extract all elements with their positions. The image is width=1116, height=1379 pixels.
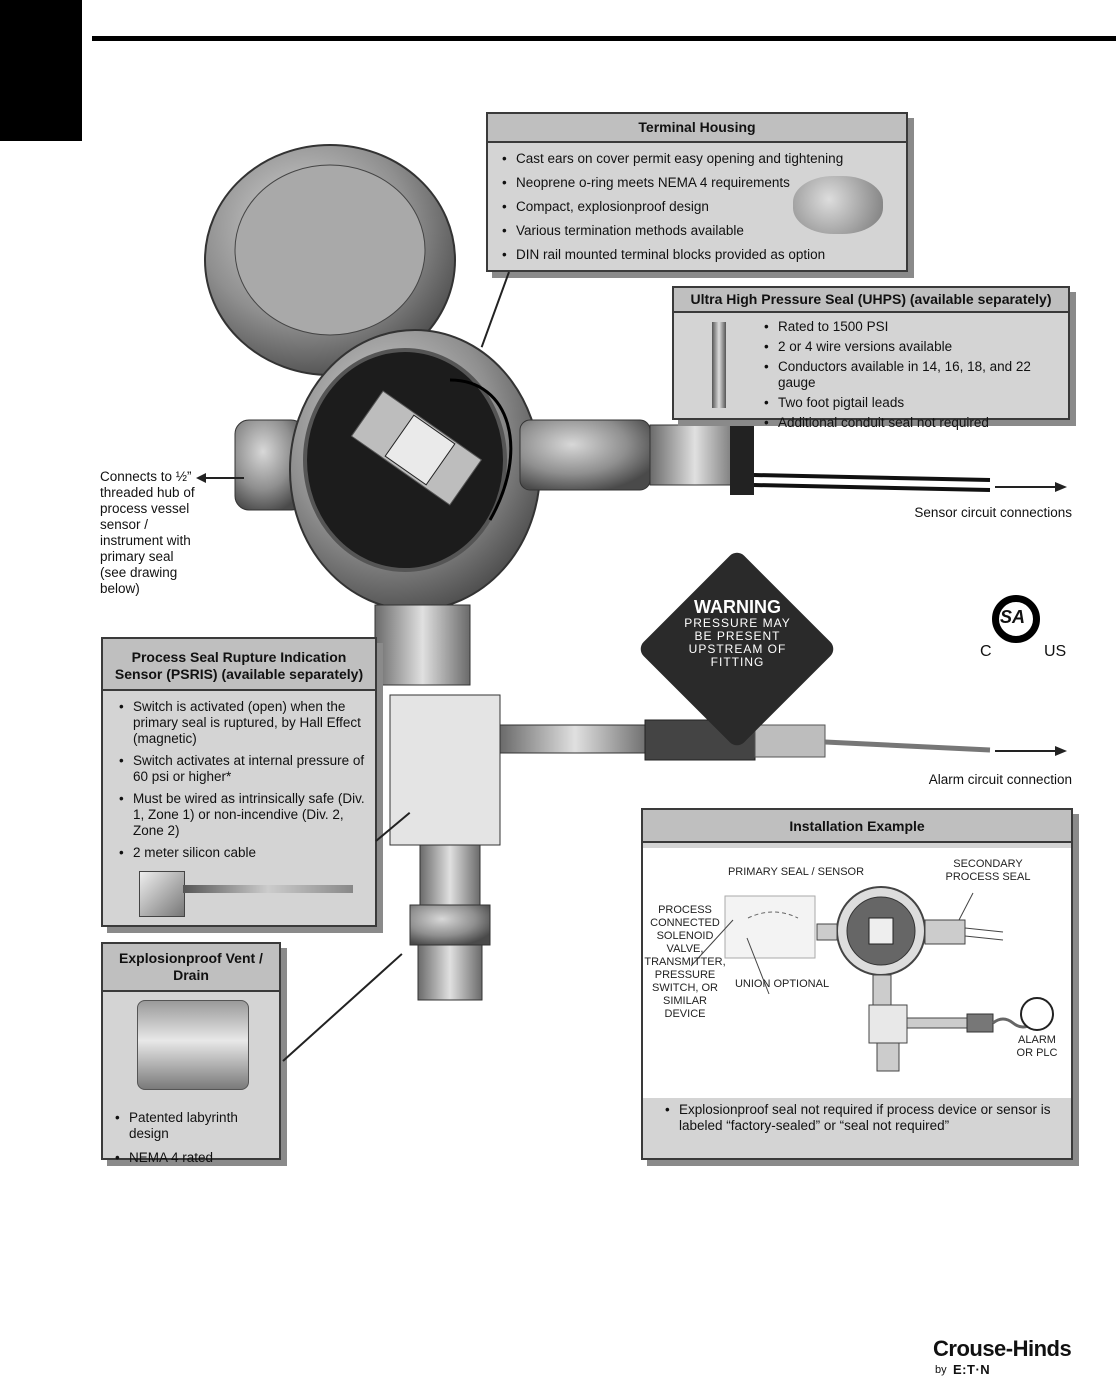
csa-mark [980, 595, 1070, 665]
list-item: • Additional conduit seal not required [762, 415, 1058, 431]
psris-cable [183, 885, 353, 893]
sensor-circuit-label: Sensor circuit connections [914, 505, 1072, 520]
housing-thumbnail [793, 176, 883, 234]
terminal-housing-box [486, 112, 908, 272]
vent-box [101, 942, 281, 1165]
arrow-head [196, 473, 206, 483]
brand-by: by [935, 1364, 947, 1376]
list-item: • DIN rail mounted terminal blocks provided as option [500, 247, 894, 263]
warning-line: PRESSURE MAY [684, 616, 791, 630]
list-item: • 2 or 4 wire versions available [762, 339, 1058, 355]
list-item: • Patented labyrinth design [113, 1110, 271, 1142]
sensor-arrow [995, 486, 1055, 488]
eaton-logo: E:T·N [953, 1362, 991, 1377]
warning-title: WARNING [694, 597, 781, 617]
csa-c: C [980, 643, 992, 660]
list-item: • Neoprene o-ring meets NEMA 4 requirements [500, 175, 894, 191]
union-label: UNION OPTIONAL [734, 978, 830, 990]
alarm-circuit-label: Alarm circuit connection [928, 772, 1072, 787]
warning-line: BE PRESENT [694, 629, 781, 643]
list-item: • Various termination methods available [500, 223, 894, 239]
installation-notes [663, 1102, 1053, 1134]
vent-title: Explosionproof Vent / Drain [103, 944, 279, 992]
list-item: • Must be wired as intrinsically safe (Div. 1, Zone 1) or non-incendive (Div. 2, Zone 2) [117, 791, 365, 839]
list-item: • NEMA 4 rated [113, 1150, 271, 1166]
list-item: • Switch activates at internal pressure of 60 psi or higher* [117, 753, 365, 785]
installation-title: Installation Example [643, 810, 1071, 843]
psris-box [101, 637, 377, 927]
vent-drain-fitting [418, 945, 482, 1000]
right-hub [520, 420, 650, 490]
list-item: • Rated to 1500 PSI [762, 319, 1058, 335]
connects-note: Connects to ½” threaded hub of process vessel sensor / instrument with primary seal (see drawing below) [100, 469, 195, 596]
arrow-head [1055, 746, 1067, 756]
list-item: • Cast ears on cover permit easy opening and tightening [500, 151, 894, 167]
uhps-title: Ultra High Pressure Seal (UHPS) (available separately) [674, 288, 1068, 313]
seal-tee [390, 695, 500, 845]
csa-letters: SA [1000, 607, 1026, 627]
alarm-label: ALARM OR PLC [1016, 1034, 1058, 1059]
list-item: • 2 meter silicon cable [117, 845, 365, 861]
psris-list [103, 691, 375, 861]
uhps-box [672, 286, 1070, 430]
list-item: • Explosionproof seal not required if process device or sensor is labeled “factory-sealed” or “seal not required” [663, 1102, 1053, 1134]
installation-diagram [643, 848, 1071, 1098]
psris-title: Process Seal Rupture Indication Sensor (PSRIS) (available separately) [103, 639, 375, 691]
psris-thumbnail [139, 871, 185, 917]
primary-seal-label: PRIMARY SEAL / SENSOR [727, 866, 865, 878]
warning-line: FITTING [710, 655, 765, 669]
terminal-housing-title: Terminal Housing [488, 114, 906, 143]
list-item: • Conductors available in 14, 16, 18, and 22 gauge [762, 359, 1058, 391]
secondary-seal-label: SECONDARY PROCESS SEAL [945, 858, 1031, 883]
vent-thumbnail [137, 1000, 249, 1090]
list-item: • Switch is activated (open) when the primary seal is ruptured, by Hall Effect (magnetic) [117, 699, 365, 747]
warning-tag-text [660, 597, 815, 669]
list-item: • Compact, explosionproof design [500, 199, 894, 215]
section-tab [0, 0, 82, 141]
csa-us: US [1044, 643, 1067, 660]
warning-line: UPSTREAM OF [688, 642, 787, 656]
list-item: • Two foot pigtail leads [762, 395, 1058, 411]
connects-arrow [204, 477, 244, 479]
uhps-thumbnail [712, 322, 726, 408]
uhps-list [674, 313, 1068, 431]
alarm-arrow [995, 750, 1055, 752]
brand-name: Crouse-Hinds [933, 1336, 1072, 1361]
arrow-head [1055, 482, 1067, 492]
header-rule [92, 36, 1116, 41]
installation-box [641, 808, 1073, 1160]
process-device-label: PROCESS CONNECTED SOLENOID VALVE, TRANSMITTER, PRESSURE SWITCH, OR SIMILAR DEVICE [644, 904, 726, 1020]
